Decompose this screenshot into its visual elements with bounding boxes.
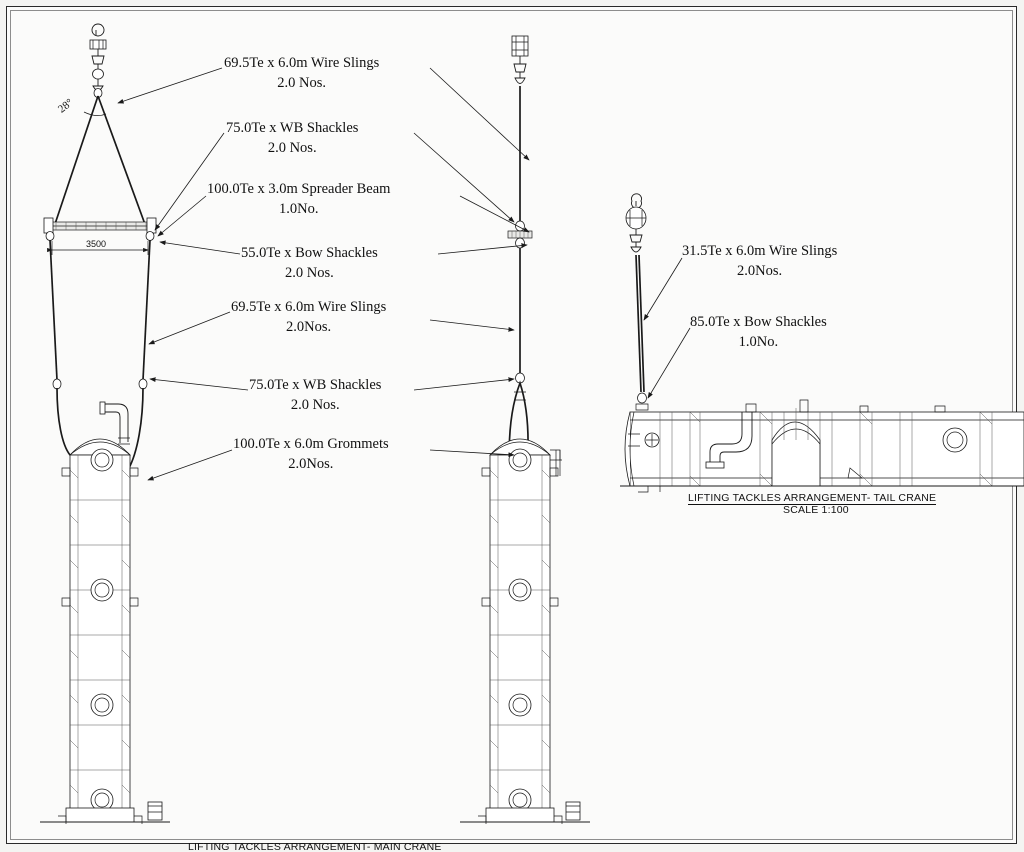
sling-angle-label: 28° bbox=[55, 96, 76, 116]
tail-crane-caption-text: LIFTING TACKLES ARRANGEMENT- TAIL CRANE bbox=[688, 492, 937, 504]
drawing-border-inner bbox=[10, 10, 1013, 840]
callout-line-1: 31.5Te x 6.0m Wire Slings bbox=[682, 243, 838, 259]
main-crane-caption-text: LIFTING TACKLES ARRANGEMENT- MAIN CRANE bbox=[188, 841, 442, 852]
tail-crane-scale-text: SCALE 1:100 bbox=[783, 504, 849, 516]
callout-line-2: 2.0Nos. bbox=[288, 455, 334, 472]
tail-crane-scale bbox=[783, 504, 849, 516]
callout-wire-slings-top bbox=[224, 54, 379, 93]
callout-line-2: 1.0No. bbox=[738, 333, 779, 350]
callout-line-1: 69.5Te x 6.0m Wire Slings bbox=[224, 55, 380, 71]
callout-line-1: 100.0Te x 3.0m Spreader Beam bbox=[207, 181, 391, 197]
callout-line-2: 2.0 Nos. bbox=[267, 139, 317, 156]
callout-grommets bbox=[233, 435, 389, 474]
callout-line-1: 100.0Te x 6.0m Grommets bbox=[233, 436, 389, 452]
callout-line-1: 69.5Te x 6.0m Wire Slings bbox=[231, 299, 387, 315]
callout-line-2: 2.0 Nos. bbox=[284, 264, 334, 281]
callout-wb-shackles-lower bbox=[249, 376, 381, 415]
callout-tail-bow-shackles bbox=[690, 313, 827, 352]
callout-wb-shackles-top bbox=[226, 119, 358, 158]
callout-line-1: 55.0Te x Bow Shackles bbox=[241, 245, 378, 261]
callout-spreader-beam bbox=[207, 180, 390, 219]
callout-bow-shackles-mid bbox=[241, 244, 378, 283]
callout-tail-wire-slings bbox=[682, 242, 837, 281]
callout-line-2: 2.0 Nos. bbox=[277, 74, 326, 91]
callout-line-1: 85.0Te x Bow Shackles bbox=[690, 314, 827, 330]
callout-line-2: 2.0Nos. bbox=[286, 318, 332, 335]
callout-line-2: 1.0No. bbox=[278, 200, 319, 217]
callout-wire-slings-lower bbox=[231, 298, 386, 337]
callout-line-1: 75.0Te x WB Shackles bbox=[226, 120, 359, 136]
main-crane-caption bbox=[188, 841, 442, 852]
callout-line-1: 75.0Te x WB Shackles bbox=[249, 377, 382, 393]
spreader-dimension-label: 3500 bbox=[86, 239, 107, 249]
callout-line-2: 2.0Nos. bbox=[737, 262, 783, 279]
callout-line-2: 2.0 Nos. bbox=[290, 396, 340, 413]
